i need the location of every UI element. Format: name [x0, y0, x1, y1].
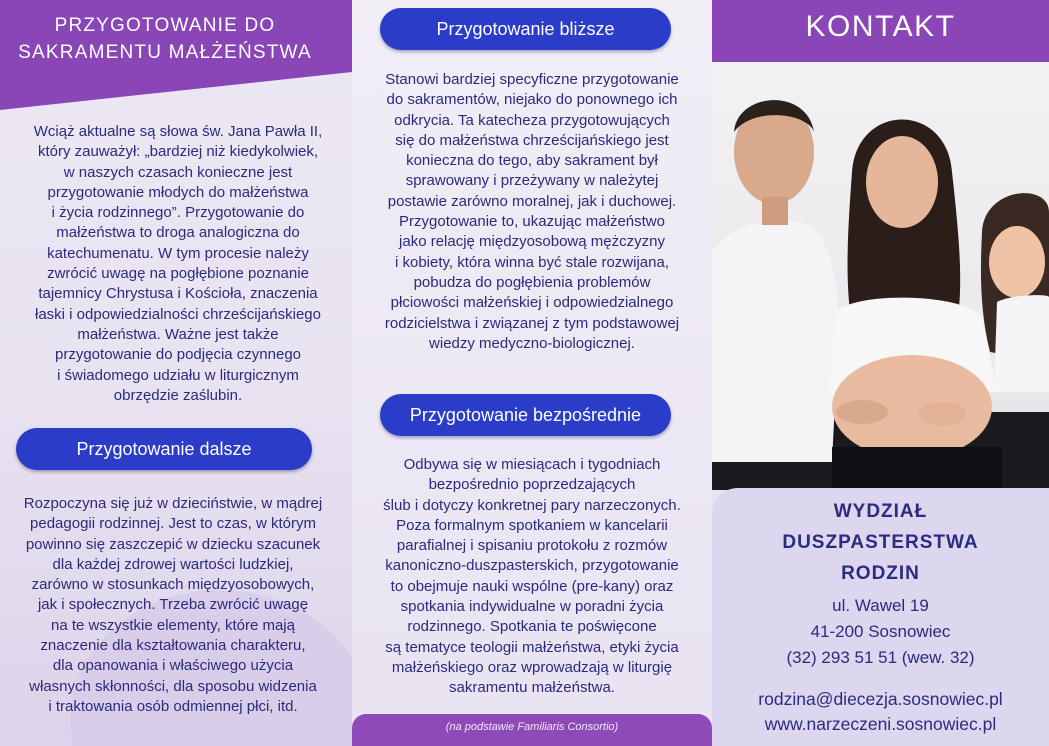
family-photo: [712, 62, 1049, 490]
blizsze-paragraph: Stanowi bardziej specyficzne przygotowanie do sakramentów, niejako do ponownego ich odkrycia. Ta katecheza przygotowujących się do małżeństwa chrześcijańskiego jest konieczna do tego, aby sakrament był sprawowany i przeżywany w należytej postawie zarówno moralnej, jak i duchowej. Przygotowanie to, ukazując małżeństwo jako relację międzyosobową mężczyzny i kobiety, która winna być stale rozwijana, pobudza do pogłębienia problemów płciowości małżeńskiej i odpowiedzialnego rodzicielstwa i związanej z tym podstawowej wiedzy medyczno-biologicznej.: [384, 71, 680, 352]
section-heading-blizsze: Przygotowanie bliższe: [380, 8, 671, 50]
family-illustration: [712, 62, 1049, 490]
organization-name: WYDZIAŁ DUSZPASTERSTWA RODZIN: [782, 501, 979, 584]
section-heading-dalsze: Przygotowanie dalsze: [16, 428, 312, 470]
contact-title: KONTAKT: [805, 10, 956, 43]
intro-paragraph: Wciąż aktualne są słowa św. Jana Pawła II, który zauważył: „bardziej niż kiedykolwiek, w naszych czasach konieczne jest przygotowanie młodych do małżeństwa i życia rodzinnego”. Przygotowanie do małżeństwa to droga analogiczna do katechumenatu. W tym procesie należy zwrócić uwagę na pogłębione poznanie tajemnicy Chrystusa i Kościoła, znaczenia łaski i odpowiedzialności chrześcijańskiego małżeństwa. Ważne jest także przygotowanie do podjęcia czynnego i świadomego udziału w liturgicznym obrzędzie zaślubin.: [33, 123, 323, 404]
panel-contact: [712, 0, 1049, 746]
panel-preparation-stages: [352, 0, 712, 746]
email-link[interactable]: rodzina@diecezja.sosnowiec.pl: [758, 689, 1003, 709]
address-city: 41-200 Sosnowiec: [810, 622, 951, 641]
phone-number: (32) 293 51 51 (wew. 32): [786, 648, 975, 667]
panel-preparation-intro: [0, 0, 352, 746]
website-link[interactable]: www.narzeczeni.sosnowiec.pl: [764, 714, 997, 734]
panel1-title: PRZYGOTOWANIE DO SAKRAMENTU MAŁŻEŃSTWA: [18, 15, 312, 63]
section-heading-bezposrednie: Przygotowanie bezpośrednie: [380, 394, 671, 436]
address-street: ul. Wawel 19: [832, 596, 929, 615]
bezposrednie-paragraph: Odbywa się w miesiącach i tygodniach bezpośrednio poprzedzających ślub i dotyczy konkretnej pary narzeczonych. Poza formalnym spotkaniem w kancelarii parafialnej i spisaniu protokołu z rozmów kanoniczno-duszpasterskich, przygotowanie to obejmuje nauki wspólne (pre-kany) oraz spotkania indywidualne w poradni życia rodzinnego. Spotkania te poświęcone są tematyce teologii małżeństwa, etyki życia małżeńskiego oraz wprowadzają w liturgię sakramentu małżeństwa.: [383, 456, 681, 697]
dalsze-paragraph: Rozpoczyna się już w dzieciństwie, w mądrej pedagogii rodzinnej. Jest to czas, w którym powinno się zaszczepić w dziecku szacunek dla każdej zdrowej wartości ludzkiej, zarówno w stosunkach międzyosobowych, jak i społecznych. Trzeba zwrócić uwagę na te wszystkie elementy, które mają znaczenie dla kształtowania charakteru, dla opanowania i właściwego użycia własnych skłonności, dla sposobu widzenia i traktowania osób odmiennej płci, itd.: [23, 495, 323, 715]
source-footnote: (na podstawie Familiaris Consortio): [445, 721, 619, 733]
